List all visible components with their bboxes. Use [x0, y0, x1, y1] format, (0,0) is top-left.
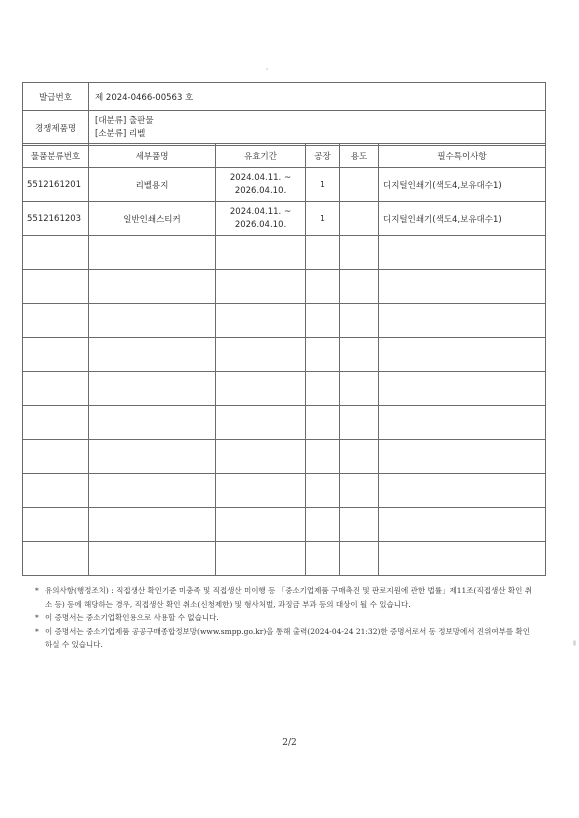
- empty-table-row: [23, 236, 546, 270]
- empty-cell: [340, 304, 379, 338]
- note-bullet: *: [35, 626, 39, 636]
- empty-cell: [379, 406, 546, 440]
- note-text: 유의사항(행정조치) : 직접생산 확인기준 미충족 및 직접생산 미이행 등 「중소기업제품 구매촉진 및 판로지원에 관한 법률」제11조(직접생산 확인 취소 등) 등에 해당하는 경우, 직접생산 확인 취소(신청제한) 및 형사처벌, 과징금 부과 등의 대상이 될 수 있습니다.: [45, 586, 532, 609]
- factory-count: 1: [320, 213, 325, 223]
- empty-cell: [23, 474, 89, 508]
- issue-number-label: 발급번호: [23, 83, 89, 111]
- note-bullet: *: [35, 613, 39, 622]
- empty-table-row: [23, 304, 546, 338]
- period-end: 2026.04.10.: [234, 185, 287, 196]
- factory-cell: [306, 168, 340, 202]
- period-end: 2026.04.10.: [234, 219, 287, 230]
- empty-cell: [306, 406, 340, 440]
- issue-number-row: [23, 83, 546, 111]
- empty-cell: [340, 338, 379, 372]
- empty-table-row: [23, 474, 546, 508]
- empty-cell: [23, 338, 89, 372]
- empty-cell: [306, 270, 340, 304]
- empty-cell: [89, 508, 216, 542]
- empty-cell: [306, 304, 340, 338]
- empty-cell: [89, 372, 216, 406]
- note-usage-restriction: [35, 611, 535, 625]
- usage-cell: [340, 168, 379, 202]
- empty-cell: [340, 508, 379, 542]
- factory-count: 1: [320, 179, 325, 189]
- issue-number-value: 제 2024-0466-00563 호: [89, 83, 546, 111]
- note-verification: [35, 625, 535, 652]
- empty-table-row: [23, 542, 546, 576]
- empty-cell: [216, 372, 306, 406]
- empty-cell: [379, 304, 546, 338]
- col-header-requirements: 필수특이사항: [379, 144, 546, 168]
- empty-cell: [379, 270, 546, 304]
- empty-cell: [306, 508, 340, 542]
- empty-cell: [23, 406, 89, 440]
- period-start: 2024.04.11. ~: [229, 172, 292, 183]
- empty-cell: [340, 236, 379, 270]
- empty-cell: [216, 270, 306, 304]
- product-name-value: [89, 111, 546, 146]
- empty-cell: [306, 338, 340, 372]
- empty-cell: [23, 236, 89, 270]
- empty-cell: [340, 542, 379, 576]
- note-text: 이 증명서는 중소기업제품 공공구매종합정보망(www.smpp.go.kr)을 통해 출력(2024-04-24 21:32)한 증명서로서 동 정보망에서 진위여부를 확인하실 수 있습니다.: [45, 626, 530, 649]
- factory-cell: [306, 202, 340, 236]
- empty-table-row: [23, 338, 546, 372]
- item-name-cell: 리벨용지: [89, 168, 216, 202]
- valid-period-cell: [216, 168, 306, 202]
- empty-cell: [23, 372, 89, 406]
- product-items-table: [22, 143, 546, 576]
- valid-period-cell: [216, 202, 306, 236]
- empty-table-row: [23, 508, 546, 542]
- empty-table-row: [23, 372, 546, 406]
- empty-cell: [89, 542, 216, 576]
- empty-table-row: [23, 406, 546, 440]
- empty-cell: [340, 406, 379, 440]
- empty-cell: [379, 508, 546, 542]
- empty-cell: [216, 406, 306, 440]
- empty-cell: [89, 406, 216, 440]
- empty-cell: [379, 474, 546, 508]
- period-start: 2024.04.11. ~: [229, 206, 292, 217]
- item-name-cell: 일반인쇄스티커: [89, 202, 216, 236]
- empty-cell: [216, 474, 306, 508]
- table-row: [23, 168, 546, 202]
- col-header-class-code: 물품분류번호: [23, 144, 89, 168]
- requirements-cell: 디지털인쇄기(색도4,보유대수1): [379, 168, 546, 202]
- empty-cell: [216, 338, 306, 372]
- scan-speck: [266, 68, 268, 70]
- table-row: [23, 202, 546, 236]
- class-code-cell: 5512161201: [23, 168, 89, 202]
- empty-cell: [340, 270, 379, 304]
- empty-cell: [216, 508, 306, 542]
- certificate-header-table: [22, 82, 546, 146]
- minor-category: [소분류] 리벨: [95, 129, 146, 139]
- empty-cell: [340, 440, 379, 474]
- empty-cell: [216, 440, 306, 474]
- empty-cell: [89, 338, 216, 372]
- note-bullet: *: [35, 586, 39, 595]
- empty-cell: [306, 542, 340, 576]
- col-header-valid-period: 유효기간: [216, 144, 306, 168]
- requirements-cell: 디지털인쇄기(색도4,보유대수1): [379, 202, 546, 236]
- empty-cell: [306, 372, 340, 406]
- empty-table-row: [23, 270, 546, 304]
- col-header-factory: 공장: [306, 144, 340, 168]
- empty-cell: [89, 270, 216, 304]
- empty-cell: [89, 236, 216, 270]
- table-header-row: [23, 144, 546, 168]
- page-number: 2/2: [282, 738, 297, 748]
- note-text: 이 증명서는 중소기업확인용으로 사용할 수 없습니다.: [45, 613, 219, 622]
- usage-cell: [340, 202, 379, 236]
- empty-cell: [379, 372, 546, 406]
- empty-cell: [216, 236, 306, 270]
- empty-cell: [23, 542, 89, 576]
- empty-cell: [23, 440, 89, 474]
- empty-cell: [379, 440, 546, 474]
- major-category: [대분류] 출판물: [95, 116, 154, 126]
- empty-cell: [379, 338, 546, 372]
- empty-cell: [216, 304, 306, 338]
- empty-cell: [23, 508, 89, 542]
- note-admin-action: [35, 584, 535, 611]
- empty-cell: [89, 440, 216, 474]
- product-name-row: [23, 111, 546, 146]
- empty-cell: [23, 270, 89, 304]
- col-header-usage: 용도: [340, 144, 379, 168]
- scan-speck: [573, 640, 576, 646]
- empty-cell: [306, 440, 340, 474]
- empty-cell: [306, 474, 340, 508]
- empty-cell: [379, 236, 546, 270]
- empty-cell: [89, 304, 216, 338]
- notes-section: [35, 584, 535, 652]
- empty-cell: [23, 304, 89, 338]
- col-header-item-name: 세부품명: [89, 144, 216, 168]
- product-name-label: 경쟁제품명: [23, 111, 89, 146]
- empty-cell: [379, 542, 546, 576]
- empty-cell: [340, 474, 379, 508]
- empty-cell: [306, 236, 340, 270]
- empty-cell: [340, 372, 379, 406]
- class-code-cell: 5512161203: [23, 202, 89, 236]
- empty-cell: [216, 542, 306, 576]
- empty-table-row: [23, 440, 546, 474]
- empty-cell: [89, 474, 216, 508]
